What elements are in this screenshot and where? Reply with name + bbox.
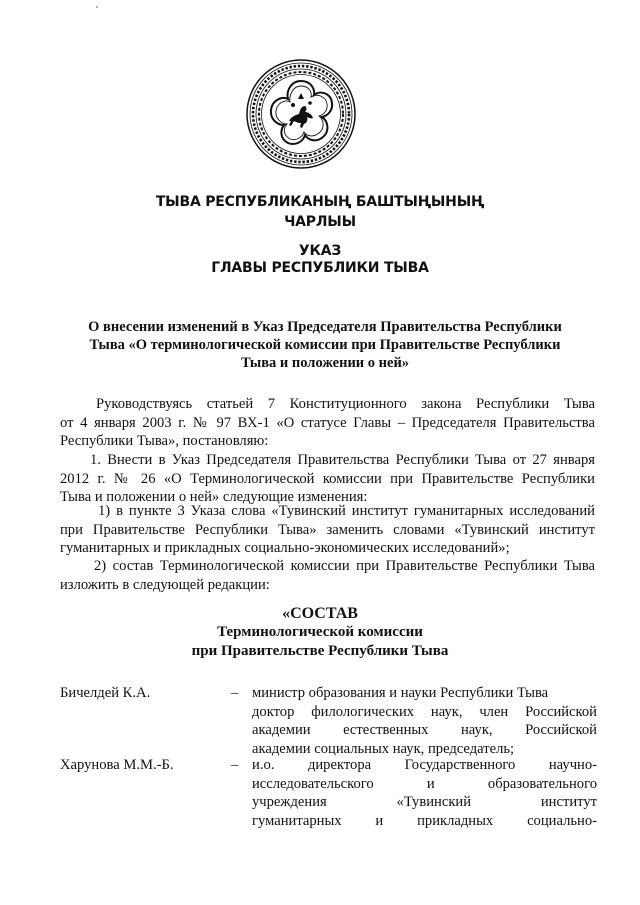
paragraph-subitem-2 [60,557,595,594]
document-subject [60,318,590,372]
text-line: 1. Внести в Указ Председателя Правительства Республики Тыва от 27 января [90,452,595,468]
text-line: академии социальных наук, председатель; [252,740,515,757]
text-line: 2012 г. № 26 «О Терминологической комиссии при Правительстве Республики [60,470,595,487]
member-role [252,684,597,758]
text-line: от 4 января 2003 г. № 97 ВХ-1 «О статусе Главы – Председателя Правительства [60,414,595,431]
text-line: доктор филологических наук, член Российской [252,703,597,720]
text-line: при Правительстве Республики Тыва» заменить словами «Тувинский институт [60,521,595,538]
subject-line: О внесении изменений в Указ Председателя Правительства Республики [88,319,562,335]
paragraph-preamble [60,395,595,451]
text-line: 2) состав Терминологической комиссии при Правительстве Республики Тыва [94,558,595,574]
text-line: исследовательского и образовательного [252,775,597,792]
text-line: 1) в пункте 3 Указа слова «Тувинский институт гуманитарных исследований [98,503,595,519]
text-line: учреждения «Тувинский институт [252,794,597,810]
text-line: и.о. директора Государственного научно- [252,757,597,773]
text-line: изложить в следующей редакции: [60,576,270,593]
scan-speck [96,6,98,8]
composition-subtitle: при Правительстве Республики Тыва [191,643,449,659]
text-line: Тыва и положении о ней» следующие изменения: [60,489,368,505]
header-tuvan-title: ТЫВА РЕСПУБЛИКАНЫҢ БАШТЫҢЫНЫҢ [155,194,485,210]
text-line: академии естественных наук, Российской [252,722,597,738]
composition-heading [0,604,640,661]
text-line: Руководствуясь статьей 7 Конституционного закона Республики Тыва [96,396,595,412]
tuva-coat-of-arms-icon [245,58,357,170]
subject-line: Тыва и положении о ней» [240,355,410,371]
text-line: гуманитарных и прикладных социально-экономических исследований»; [60,540,510,556]
text-line: министр образования и науки Республики Тыва [252,685,549,701]
composition-title: «СОСТАВ [282,605,358,622]
header-tuvan-subtitle: ЧАРЛЫЫ [284,214,356,230]
header-russian-subtitle: ГЛАВЫ РЕСПУБЛИКИ ТЫВА [211,260,429,276]
member-dash: – [231,685,239,701]
member-name: Харунова М.М.-Б. [60,757,174,773]
text-line: Республики Тыва», постановляю: [60,433,269,449]
paragraph-subitem-1 [60,502,595,558]
member-role [252,756,597,830]
text-line: гуманитарных и прикладных социально- [252,812,597,829]
member-name: Бичелдей К.А. [60,685,151,701]
member-dash: – [231,757,239,773]
header-ukaz: УКАЗ [298,243,342,259]
subject-line: Тыва «О терминологической комиссии при Правительстве Республики [89,337,561,353]
paragraph-item-1 [60,451,595,507]
composition-subtitle: Терминологической комиссии [217,624,423,640]
